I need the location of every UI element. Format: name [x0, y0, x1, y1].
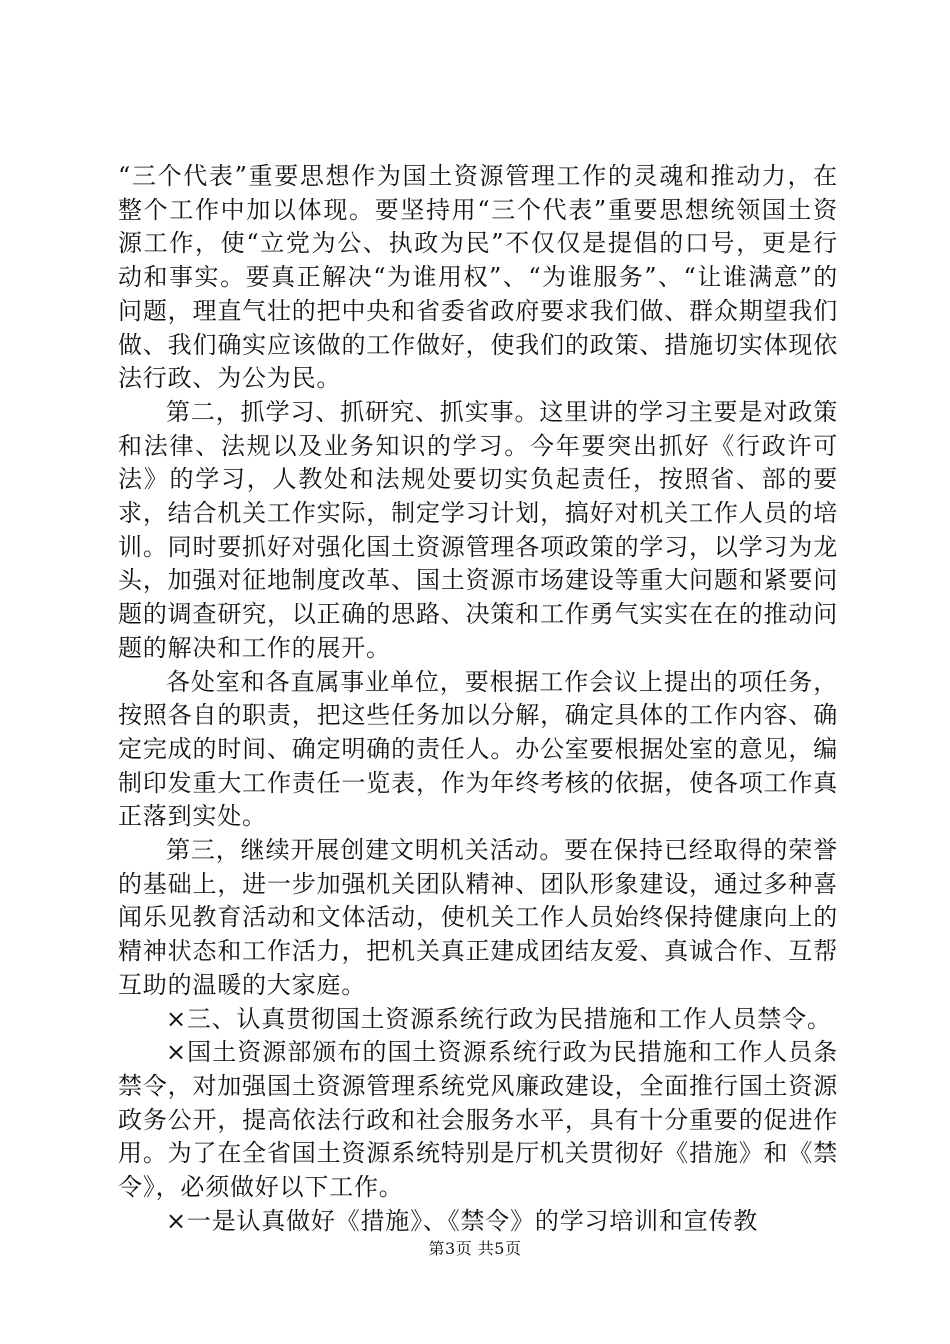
section-heading-3: ×三、认真贯彻国土资源系统行政为民措施和工作人员禁令。 — [166, 1004, 832, 1033]
paragraph-2: 第二，抓学习、抓研究、抓实事。这里讲的学习主要是对政策和法律、法规以及业务知识的学习。今年要突出抓好《行政许可法》的学习，人教处和法规处要切实负起责任，按照省、部的要求，结合机关工作实际，制定学习计划，搞好对机关工作人员的培训。同时要抓好对强化国土资源管理各项政策的学习，以学习为龙头，加强对征地制度改革、国土资源市场建设等重大问题和紧要问题的调查研究，以正确的思路、决策和工作勇气实实在在的推动问题的解决和工作的展开。 — [118, 397, 838, 662]
page-footer: 第3页 共5页 — [428, 1239, 522, 1258]
paragraph-4: 第三，继续开展创建文明机关活动。要在保持已经取得的荣誉的基础上，进一步加强机关团队精神、团队形象建设，通过多种喜闻乐见教育活动和文体活动，使机关工作人员始终保持健康向上的精神状态和工作活力，把机关真正建成团结友爱、真诚合作、互帮互助的温暖的大家庭。 — [118, 836, 838, 999]
paragraph-5: ×国土资源部颁布的国土资源系统行政为民措施和工作人员条禁令，对加强国土资源管理系统党风廉政建设，全面推行国土资源政务公开，提高依法行政和社会服务水平，具有十分重要的促进作用。为了在全省国土资源系统特别是厅机关贯彻好《措施》和《禁令》，必须做好以下工作。 — [118, 1038, 838, 1202]
document-body — [118, 160, 838, 1239]
paragraph-6: ×一是认真做好《措施》、《禁令》的学习培训和宣传教 — [166, 1206, 759, 1235]
paragraph-1: “三个代表”重要思想作为国土资源管理工作的灵魂和推动力，在整个工作中加以体现。要坚持用“三个代表”重要思想统领国土资源工作，使“立党为公、执政为民”不仅仅是提倡的口号，更是行动和事实。要真正解决“为谁用权”、“为谁服务”、“让谁满意”的问题，理直气壮的把中央和省委省政府要求我们做、群众期望我们做、我们确实应该做的工作做好，使我们的政策、措施切实体现依法行政、为公为民。 — [118, 162, 838, 393]
paragraph-3: 各处室和各直属事业单位，要根据工作会议上提出的项任务，按照各自的职责，把这些任务加以分解，确定具体的工作内容、确定完成的时间、确定明确的责任人。办公室要根据处室的意见，编制印发重大工作责任一览表，作为年终考核的依据，使各项工作真正落到实处。 — [118, 667, 838, 831]
